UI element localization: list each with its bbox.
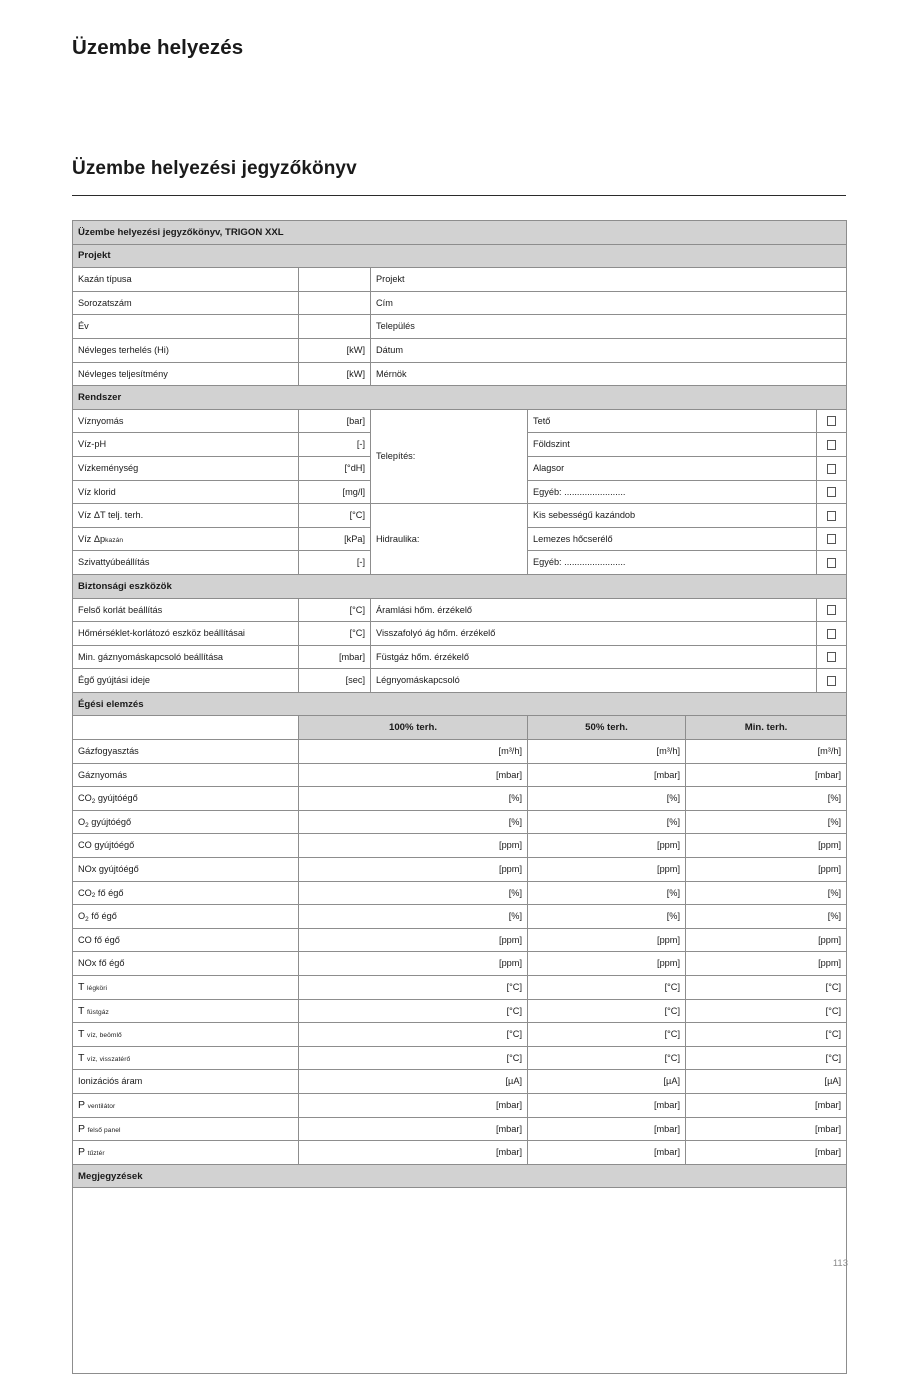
field-unit xyxy=(299,268,371,292)
measure-unit-min: [%] xyxy=(686,810,847,834)
column-header-row xyxy=(73,716,847,740)
measure-unit-min: [ppm] xyxy=(686,858,847,882)
measure-label-subscript: ventilátor xyxy=(87,1103,116,1111)
measure-label xyxy=(73,810,299,834)
checkbox-cell[interactable] xyxy=(817,527,847,551)
measure-unit-100: [%] xyxy=(299,787,528,811)
measure-unit-50: [ppm] xyxy=(528,928,686,952)
measure-unit-min: [m³/h] xyxy=(686,740,847,764)
field-unit: [°C] xyxy=(299,504,371,528)
measure-label-main: T xyxy=(78,1004,85,1017)
table-row xyxy=(73,952,847,976)
table-row xyxy=(73,645,847,669)
measure-unit-min: [%] xyxy=(686,905,847,929)
checkbox[interactable] xyxy=(827,534,836,544)
checkbox[interactable] xyxy=(827,629,836,639)
field-unit: [sec] xyxy=(299,669,371,693)
section-header-row xyxy=(73,574,847,598)
measure-unit-100: [°C] xyxy=(299,976,528,1000)
measure-label-main: P xyxy=(78,1099,86,1112)
measure-unit-100: [ppm] xyxy=(299,952,528,976)
field-label: Sorozatszám xyxy=(73,291,299,315)
option-label: Egyéb: ........................ xyxy=(528,551,817,575)
measure-label: Gázfogyasztás xyxy=(73,740,299,764)
measure-unit-100: [%] xyxy=(299,810,528,834)
measure-unit-100: [mbar] xyxy=(299,1141,528,1165)
measure-label: NOx gyújtóégő xyxy=(73,858,299,882)
checkbox[interactable] xyxy=(827,652,836,662)
measure-unit-50: [°C] xyxy=(528,999,686,1023)
notes-textarea[interactable] xyxy=(73,1188,847,1374)
measure-label-main: CO xyxy=(78,887,92,898)
section-header-row xyxy=(73,244,847,268)
measure-label xyxy=(73,1093,299,1117)
field-unit: [kW] xyxy=(299,338,371,362)
measure-unit-50: [mbar] xyxy=(528,1117,686,1141)
measure-label-main: O xyxy=(78,816,86,827)
commissioning-report-table xyxy=(72,220,847,1374)
table-row xyxy=(73,810,847,834)
measure-label xyxy=(73,787,299,811)
measure-label xyxy=(73,1141,299,1165)
measure-label-main: T xyxy=(78,1028,85,1041)
checkbox-cell[interactable] xyxy=(817,456,847,480)
checkbox-cell[interactable] xyxy=(817,504,847,528)
measure-unit-100: [°C] xyxy=(299,999,528,1023)
section-header-biztonsagi: Biztonsági eszközök xyxy=(73,574,847,598)
measure-label: CO gyújtóégő xyxy=(73,834,299,858)
field-unit: [mbar] xyxy=(299,645,371,669)
field-unit: [°C] xyxy=(299,598,371,622)
measure-unit-50: [mbar] xyxy=(528,763,686,787)
table-title: Üzembe helyezési jegyzőkönyv, TRIGON XXL xyxy=(73,221,847,245)
option-label: Tető xyxy=(528,409,817,433)
checkbox-cell[interactable] xyxy=(817,551,847,575)
field-unit: [°dH] xyxy=(299,456,371,480)
table-row xyxy=(73,291,847,315)
measure-unit-50: [%] xyxy=(528,881,686,905)
field-label-right: Cím xyxy=(371,291,847,315)
field-label xyxy=(73,527,299,551)
field-label: Víz ΔT telj. terh. xyxy=(73,504,299,528)
measure-unit-100: [%] xyxy=(299,905,528,929)
measure-unit-100: [%] xyxy=(299,881,528,905)
measure-label-subscript: légköri xyxy=(86,985,108,993)
checkbox[interactable] xyxy=(827,558,836,568)
checkbox[interactable] xyxy=(827,511,836,521)
table-row xyxy=(73,338,847,362)
option-label: Földszint xyxy=(528,433,817,457)
checkbox[interactable] xyxy=(827,416,836,426)
group-label-telepites: Telepítés: xyxy=(371,409,528,503)
measure-unit-min: [µA] xyxy=(686,1070,847,1094)
section-header-row xyxy=(73,386,847,410)
measure-label-subscript: 2 xyxy=(91,892,96,900)
notes-row xyxy=(73,1188,847,1374)
measure-unit-50: [ppm] xyxy=(528,858,686,882)
option-label: Kis sebességű kazándob xyxy=(528,504,817,528)
field-unit: [°C] xyxy=(299,622,371,646)
measure-unit-min: [%] xyxy=(686,787,847,811)
column-header-50: 50% terh. xyxy=(528,716,686,740)
measure-label xyxy=(73,905,299,929)
measure-unit-100: [°C] xyxy=(299,1046,528,1070)
table-row xyxy=(73,999,847,1023)
section-header-projekt: Projekt xyxy=(73,244,847,268)
field-label: Vízkeménység xyxy=(73,456,299,480)
field-unit xyxy=(299,315,371,339)
field-unit: [mg/l] xyxy=(299,480,371,504)
table-row xyxy=(73,1023,847,1047)
measure-label xyxy=(73,1046,299,1070)
field-label: Égő gyújtási ideje xyxy=(73,669,299,693)
option-label: Légnyomáskapcsoló xyxy=(371,669,817,693)
page-number: 113 xyxy=(832,1258,848,1269)
field-label: Névleges teljesítmény xyxy=(73,362,299,386)
table-row xyxy=(73,976,847,1000)
measure-label-main: T xyxy=(78,981,85,994)
checkbox[interactable] xyxy=(827,676,836,686)
table-row xyxy=(73,787,847,811)
option-label: Füstgáz hőm. érzékelő xyxy=(371,645,817,669)
section-header-megjegyzesek: Megjegyzések xyxy=(73,1164,847,1188)
measure-label xyxy=(73,881,299,905)
chapter-title: Üzembe helyezés xyxy=(72,36,244,59)
measure-label xyxy=(73,1023,299,1047)
checkbox-cell[interactable] xyxy=(817,645,847,669)
measure-unit-50: [%] xyxy=(528,810,686,834)
measure-unit-min: [°C] xyxy=(686,1023,847,1047)
table-row xyxy=(73,409,847,433)
measure-unit-50: [%] xyxy=(528,787,686,811)
table-row xyxy=(73,268,847,292)
measure-unit-50: [°C] xyxy=(528,1046,686,1070)
checkbox-cell[interactable] xyxy=(817,622,847,646)
table-row xyxy=(73,1093,847,1117)
measure-unit-100: [ppm] xyxy=(299,834,528,858)
table-title-row xyxy=(73,221,847,245)
title-divider xyxy=(72,195,846,196)
field-label: Víz-pH xyxy=(73,433,299,457)
table-row xyxy=(73,740,847,764)
measure-unit-50: [m³/h] xyxy=(528,740,686,764)
measure-unit-50: [ppm] xyxy=(528,952,686,976)
field-unit: [kPa] xyxy=(299,527,371,551)
measure-unit-50: [%] xyxy=(528,905,686,929)
measure-unit-50: [µA] xyxy=(528,1070,686,1094)
page-title: Üzembe helyezési jegyzőkönyv xyxy=(72,158,357,179)
table-row xyxy=(73,1070,847,1094)
measure-unit-50: [mbar] xyxy=(528,1093,686,1117)
field-label-right: Mérnök xyxy=(371,362,847,386)
field-label: Felső korlát beállítás xyxy=(73,598,299,622)
measure-label-subscript: felső panel xyxy=(87,1126,121,1134)
table-row xyxy=(73,315,847,339)
measure-unit-50: [°C] xyxy=(528,1023,686,1047)
field-label: Év xyxy=(73,315,299,339)
measure-unit-min: [mbar] xyxy=(686,1093,847,1117)
checkbox[interactable] xyxy=(827,464,836,474)
measure-label-subscript: tűztér xyxy=(87,1150,105,1158)
option-label: Lemezes hőcserélő xyxy=(528,527,817,551)
field-label: Hőmérséklet-korlátozó eszköz beállításai xyxy=(73,622,299,646)
field-label-right: Projekt xyxy=(371,268,847,292)
table-row xyxy=(73,763,847,787)
measure-label: CO fő égő xyxy=(73,928,299,952)
checkbox[interactable] xyxy=(827,440,836,450)
measure-unit-100: [ppm] xyxy=(299,858,528,882)
measure-unit-50: [mbar] xyxy=(528,1141,686,1165)
measure-unit-min: [ppm] xyxy=(686,928,847,952)
field-unit: [kW] xyxy=(299,362,371,386)
measure-unit-100: [ppm] xyxy=(299,928,528,952)
checkbox-cell[interactable] xyxy=(817,669,847,693)
checkbox[interactable] xyxy=(827,487,836,497)
measure-label-subscript: füstgáz xyxy=(86,1008,109,1016)
measure-label-main: T xyxy=(78,1052,85,1065)
measure-label-subscript: 2 xyxy=(91,798,96,806)
section-header-row xyxy=(73,692,847,716)
measure-label-tail: fő égő xyxy=(88,911,117,922)
field-label-subscript: kazán xyxy=(105,536,124,544)
measure-unit-min: [ppm] xyxy=(686,952,847,976)
table-row xyxy=(73,362,847,386)
measure-unit-50: [°C] xyxy=(528,976,686,1000)
measure-label-tail: gyújtóégő xyxy=(88,816,132,827)
measure-label-main: P xyxy=(78,1122,86,1135)
table-row xyxy=(73,834,847,858)
measure-label-subscript: víz, visszatérő xyxy=(86,1056,131,1064)
measure-unit-min: [mbar] xyxy=(686,763,847,787)
measure-label-tail: gyújtóégő xyxy=(95,793,138,804)
measure-unit-min: [%] xyxy=(686,881,847,905)
measure-unit-min: [ppm] xyxy=(686,834,847,858)
table-row xyxy=(73,858,847,882)
measure-unit-min: [°C] xyxy=(686,999,847,1023)
table-row xyxy=(73,1117,847,1141)
group-label-hidraulika: Hidraulika: xyxy=(371,504,528,575)
measure-unit-min: [°C] xyxy=(686,1046,847,1070)
measure-label xyxy=(73,1117,299,1141)
measure-unit-100: [mbar] xyxy=(299,763,528,787)
measure-unit-50: [ppm] xyxy=(528,834,686,858)
column-header-100: 100% terh. xyxy=(299,716,528,740)
table-row xyxy=(73,598,847,622)
field-unit xyxy=(299,291,371,315)
field-unit: [bar] xyxy=(299,409,371,433)
checkbox-cell[interactable] xyxy=(817,480,847,504)
measure-label-subscript: víz, beömlő xyxy=(86,1032,122,1040)
column-header-min: Min. terh. xyxy=(686,716,847,740)
measure-label: Ionizációs áram xyxy=(73,1070,299,1094)
option-label: Alagsor xyxy=(528,456,817,480)
column-header-blank xyxy=(73,716,299,740)
measure-label-main: CO xyxy=(78,793,92,804)
measure-unit-min: [°C] xyxy=(686,976,847,1000)
field-label-main: Víz Δp xyxy=(78,533,106,544)
field-label-right: Dátum xyxy=(371,338,847,362)
measure-label xyxy=(73,976,299,1000)
table-row xyxy=(73,669,847,693)
table-row xyxy=(73,881,847,905)
section-header-row xyxy=(73,1164,847,1188)
measure-label-main: P xyxy=(78,1146,86,1159)
field-label: Víz klorid xyxy=(73,480,299,504)
section-header-rendszer: Rendszer xyxy=(73,386,847,410)
field-label: Víznyomás xyxy=(73,409,299,433)
checkbox-cell[interactable] xyxy=(817,598,847,622)
measure-label-tail: fő égő xyxy=(95,887,124,898)
table-row xyxy=(73,622,847,646)
field-unit: [-] xyxy=(299,551,371,575)
measure-unit-min: [mbar] xyxy=(686,1117,847,1141)
option-label: Áramlási hőm. érzékelő xyxy=(371,598,817,622)
measure-label: NOx fő égő xyxy=(73,952,299,976)
measure-label: Gáznyomás xyxy=(73,763,299,787)
measure-label-main: O xyxy=(78,911,86,922)
checkbox-cell[interactable] xyxy=(817,409,847,433)
field-label: Kazán típusa xyxy=(73,268,299,292)
checkbox-cell[interactable] xyxy=(817,433,847,457)
field-label-right: Település xyxy=(371,315,847,339)
table-row xyxy=(73,504,847,528)
field-unit: [-] xyxy=(299,433,371,457)
measure-unit-100: [°C] xyxy=(299,1023,528,1047)
table-row xyxy=(73,1046,847,1070)
table-row xyxy=(73,1141,847,1165)
table-row xyxy=(73,928,847,952)
measure-unit-min: [mbar] xyxy=(686,1141,847,1165)
measure-unit-100: [m³/h] xyxy=(299,740,528,764)
field-label: Min. gáznyomáskapcsoló beállítása xyxy=(73,645,299,669)
option-label: Egyéb: ........................ xyxy=(528,480,817,504)
measure-label-subscript: 2 xyxy=(85,916,89,924)
field-label: Névleges terhelés (Hi) xyxy=(73,338,299,362)
measure-unit-100: [mbar] xyxy=(299,1093,528,1117)
field-label: Szivattyúbeállítás xyxy=(73,551,299,575)
table-row xyxy=(73,905,847,929)
measure-unit-100: [µA] xyxy=(299,1070,528,1094)
section-header-egesi: Égési elemzés xyxy=(73,692,847,716)
option-label: Visszafolyó ág hőm. érzékelő xyxy=(371,622,817,646)
checkbox[interactable] xyxy=(827,605,836,615)
measure-label-subscript: 2 xyxy=(85,821,89,829)
measure-unit-100: [mbar] xyxy=(299,1117,528,1141)
measure-label xyxy=(73,999,299,1023)
